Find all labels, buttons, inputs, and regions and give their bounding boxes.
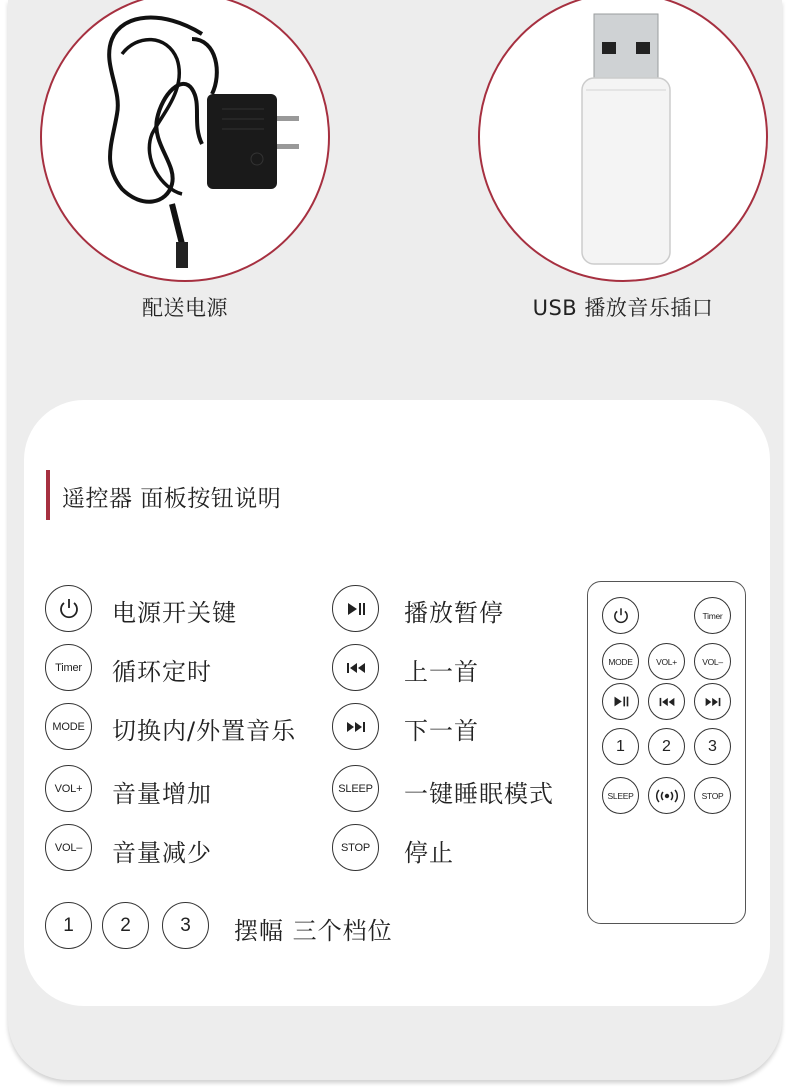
vol-up-icon-text: VOL+ xyxy=(54,782,83,795)
usb-drive-icon xyxy=(480,0,768,282)
power-adapter-image xyxy=(40,0,330,282)
remote-previous-button xyxy=(648,683,685,720)
legend-label-sleep: 一键睡眠模式 xyxy=(404,780,554,808)
title-accent-bar xyxy=(46,470,50,520)
legend-mode-button xyxy=(45,703,92,750)
swing-2-text: 2 xyxy=(120,914,131,936)
legend-label-power: 电源开关键 xyxy=(112,599,237,627)
remote-vol-down-text: VOL– xyxy=(702,656,723,667)
remote-mode-button xyxy=(602,643,639,680)
legend-label-vol-down: 音量减少 xyxy=(112,839,212,867)
legend-label-vol-up: 音量增加 xyxy=(112,780,212,808)
power-icon xyxy=(56,596,82,622)
usb-drive-label: USB 播放音乐插口 xyxy=(532,296,714,320)
legend-label-timer: 循环定时 xyxy=(112,658,212,686)
remote-swing-2-button xyxy=(648,728,685,765)
remote-sleep-text: SLEEP xyxy=(607,790,634,801)
timer-icon-text: Timer xyxy=(55,661,82,674)
play-pause-icon xyxy=(612,695,630,708)
remote-swing-3-button xyxy=(694,728,731,765)
legend-swing-3-button xyxy=(162,902,209,949)
remote-next-button xyxy=(694,683,731,720)
stop-icon-text: STOP xyxy=(341,841,370,854)
remote-swing-2-text: 2 xyxy=(662,737,671,755)
remote-timer-text: Timer xyxy=(702,610,723,621)
legend-play-pause-button xyxy=(332,585,379,632)
legend-timer-button xyxy=(45,644,92,691)
power-icon xyxy=(611,606,631,626)
remote-control-illustration xyxy=(587,581,746,924)
legend-vol-up-button xyxy=(45,765,92,812)
legend-sleep-button xyxy=(332,765,379,812)
legend-swing-1-button xyxy=(45,902,92,949)
play-pause-icon xyxy=(345,601,367,617)
power-adapter-icon xyxy=(42,0,330,282)
legend-power-button xyxy=(45,585,92,632)
remote-swing-1-text: 1 xyxy=(616,737,625,755)
remote-vol-up-text: VOL+ xyxy=(656,656,677,667)
remote-mode-text: MODE xyxy=(608,656,633,667)
remote-play-pause-button xyxy=(602,683,639,720)
remote-vol-down-button xyxy=(694,643,731,680)
next-track-icon xyxy=(704,696,722,708)
previous-track-icon xyxy=(345,661,367,675)
usb-drive-image xyxy=(478,0,768,282)
legend-label-play-pause: 播放暂停 xyxy=(404,599,504,627)
remote-timer-button xyxy=(694,597,731,634)
mode-icon-text: MODE xyxy=(52,720,85,733)
remote-vol-up-button xyxy=(648,643,685,680)
sleep-icon-text: SLEEP xyxy=(338,782,373,795)
legend-previous-button xyxy=(332,644,379,691)
swing-icon xyxy=(654,788,680,804)
legend-label-next: 下一首 xyxy=(404,717,479,745)
legend-stop-button xyxy=(332,824,379,871)
remote-power-button xyxy=(602,597,639,634)
next-track-icon xyxy=(345,720,367,734)
legend-label-previous: 上一首 xyxy=(404,658,479,686)
power-adapter-label: 配送电源 xyxy=(142,296,228,320)
legend-label-stop: 停止 xyxy=(404,839,454,867)
legend-vol-down-button xyxy=(45,824,92,871)
legend-label-mode: 切换内/外置音乐 xyxy=(112,717,297,745)
swing-1-text: 1 xyxy=(63,914,74,936)
previous-track-icon xyxy=(658,696,676,708)
remote-stop-button xyxy=(694,777,731,814)
vol-down-icon-text: VOL– xyxy=(54,841,83,854)
remote-swing-1-button xyxy=(602,728,639,765)
section-title: 遥控器 面板按钮说明 xyxy=(62,486,282,512)
legend-swing-2-button xyxy=(102,902,149,949)
remote-swing-3-text: 3 xyxy=(708,737,717,755)
legend-next-button xyxy=(332,703,379,750)
swing-3-text: 3 xyxy=(180,914,191,936)
legend-label-swing: 摆幅 三个档位 xyxy=(234,917,393,945)
remote-swing-button xyxy=(648,777,685,814)
remote-stop-text: STOP xyxy=(701,790,724,801)
remote-sleep-button xyxy=(602,777,639,814)
